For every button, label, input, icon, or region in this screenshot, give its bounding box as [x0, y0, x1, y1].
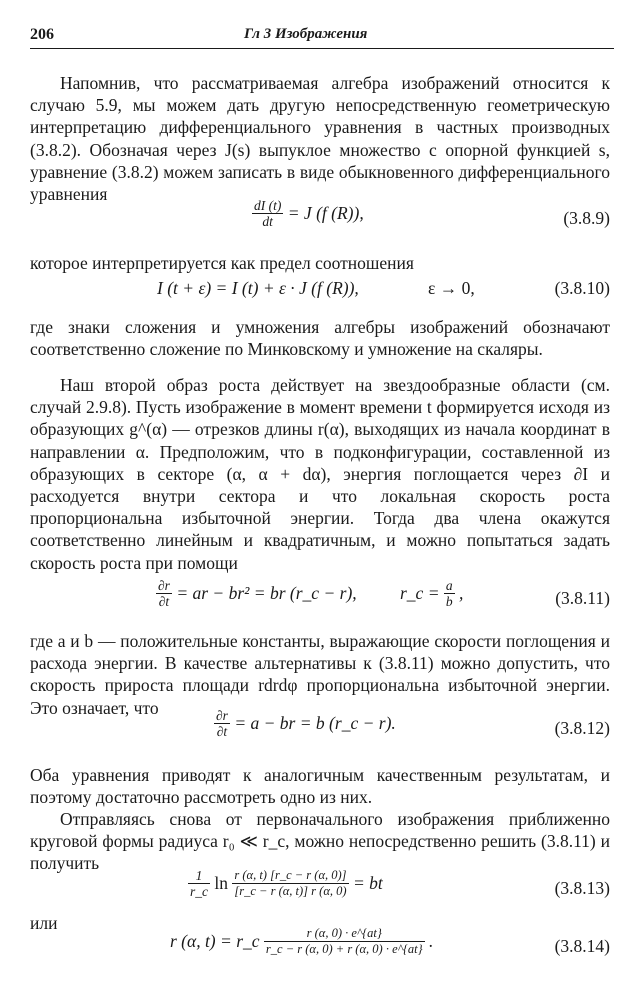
- eq3812-number: (3.8.12): [554, 718, 610, 738]
- eq3814-denominator: r_c − r (α, 0) + r (α, 0) · e^{at}: [265, 942, 423, 956]
- page-number: 206: [30, 26, 54, 43]
- eq3813-pre-numerator: 1: [188, 868, 210, 884]
- eq3811-numerator: ∂r: [158, 578, 170, 593]
- paragraph-3: где знаки сложения и умножения алгебры изображений обозначают соответственно сложение по Минковскому и умножение на скаляры.: [30, 317, 610, 360]
- eq3814-numerator: r (α, 0) · e^{at}: [264, 926, 425, 942]
- eq389-rhs: = J (f (R)),: [287, 203, 364, 223]
- eq3811-cond-tail: ,: [459, 583, 464, 603]
- eq3813-denominator: [r_c − r (α, t)] r (α, 0): [234, 884, 347, 898]
- eq3810-number: (3.8.10): [554, 278, 610, 298]
- eq3811-cond-lhs: r_c =: [400, 583, 440, 603]
- equation-3-8-9: [30, 198, 610, 242]
- running-header: [30, 22, 614, 49]
- equation-3-8-11: [30, 578, 610, 622]
- eq3811-rhs: = ar − br² = br (r_c − r),: [176, 583, 357, 603]
- eq3814-number: (3.8.14): [554, 936, 610, 956]
- paragraph-6: Оба уравнения приводят к аналогичным качественным результатам, и поэтому достаточно рассмотреть одно из них.: [30, 765, 610, 808]
- eq3812-rhs: = a − br = b (r_c − r).: [234, 713, 396, 733]
- eq3813-pre-denominator: r_c: [190, 884, 208, 899]
- eq3814-tail: .: [428, 931, 434, 951]
- eq3812-numerator: ∂r: [216, 708, 228, 723]
- eq3810-condition: ε → 0,: [428, 278, 475, 298]
- equation-3-8-12: [30, 708, 610, 752]
- eq3813-numerator: r (α, t) [r_c − r (α, 0)]: [234, 868, 347, 882]
- paragraph-2: которое интерпретируется как предел соотношения: [30, 253, 414, 273]
- paragraph-1: Напомнив, что рассматриваемая алгебра изображений относится к случаю 5.9, мы можем дать другую непосредственную геометрическую интерпретацию дифференциального уравнения в частных производных (3.8.2). Обозначая через J(s) выпуклое множество с опорной функцией s, уравнение (3.8.2) можем записать в виде обыкновенного дифференциального уравнения: [30, 73, 610, 205]
- eq3811-cond-numerator: a: [445, 578, 453, 593]
- eq3813-number: (3.8.13): [554, 878, 610, 898]
- eq389-denominator: dt: [262, 214, 273, 229]
- eq3811-cond-denominator: b: [445, 594, 453, 609]
- eq3811-number: (3.8.11): [555, 588, 610, 608]
- equation-3-8-14: [30, 926, 610, 970]
- paragraph-4: Наш второй образ роста действует на звездообразные области (см. случай 2.9.8). Пусть изображение в момент времени t формируется исходя из образующих g^(α) — отрезков длины r(α), выходящих из начала координат в направлении α. Предположим, что в подконфигурации, составленной из образующих в секторе (α, α + dα), энергия поглощается через ∂I и расходуется внутри сектора и что локальная скорость роста пропорциональна избыточной энергии. Тогда два члена окажутся соответственно линейным и квадратичным, и можно попытаться задать скорость роста при помощи: [30, 375, 610, 573]
- paragraph-5: где a и b — положительные константы, выражающие скорости поглощения и расхода энергии. В качестве альтернативы к (3.8.11) можно допустить, что скорость прироста площади rdrdφ пропорциональна избыточной энергии. Это означает, что: [30, 631, 610, 718]
- eq3811-denominator: ∂t: [158, 594, 170, 609]
- eq3810-body: I (t + ε) = I (t) + ε · J (f (R)),: [157, 278, 359, 298]
- equation-3-8-13: [30, 868, 610, 912]
- eq3814-lhs: r (α, t) = r_c: [170, 931, 260, 951]
- eq3812-denominator: ∂t: [216, 724, 228, 739]
- eq389-numerator: dI (t): [254, 198, 282, 213]
- chapter-title: Гл 3 Изображения: [244, 26, 368, 42]
- eq3813-ln: ln: [214, 873, 228, 893]
- paragraph-7: Отправляясь снова от первоначального изображения приближенно круговой формы радиуса r₀ ≪ r_c, можно непосредственно решить (3.8.11) и получить: [30, 809, 610, 874]
- eq389-number: (3.8.9): [563, 208, 610, 228]
- eq3813-rhs: = bt: [352, 873, 383, 893]
- paragraph-8: или: [30, 913, 58, 933]
